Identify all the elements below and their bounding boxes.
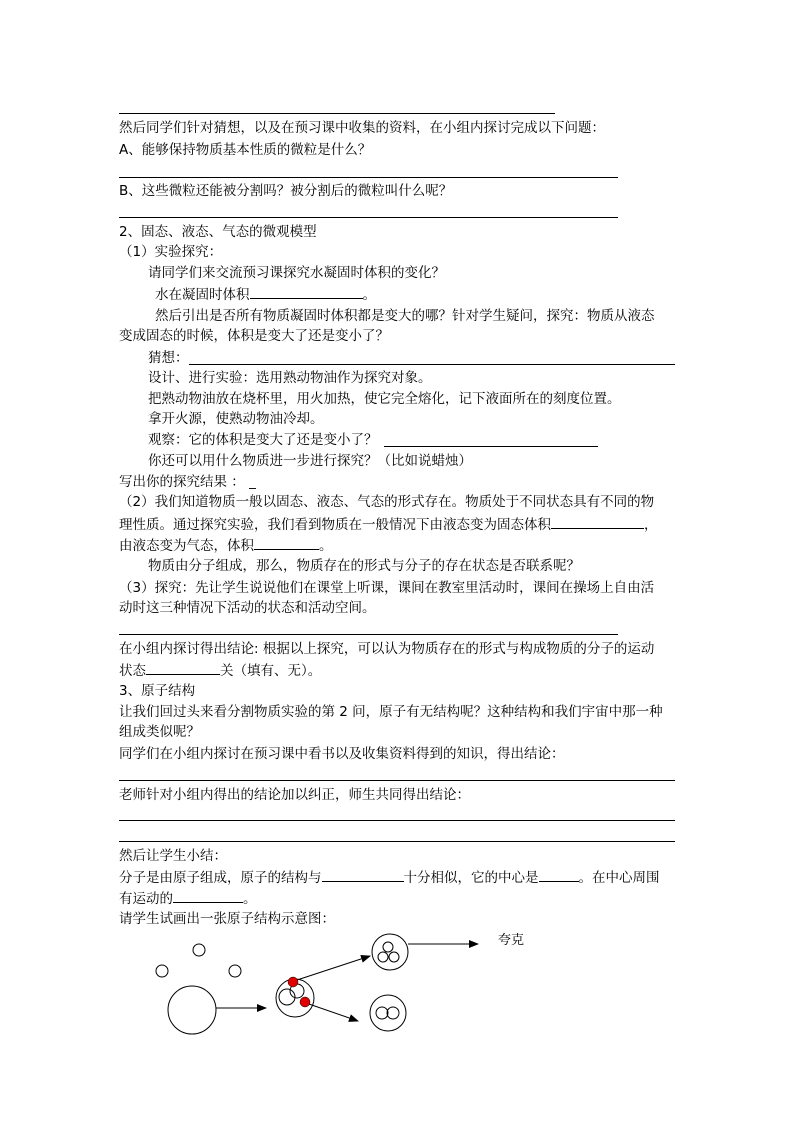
proton-circle (378, 952, 388, 962)
text-fragment: 理性质。通过探究实验，我们看到物质在一般情况下由液态变为固态体积 (119, 517, 551, 533)
section-heading: 3、原子结构 (119, 683, 196, 699)
text-line: （1）实验探究： (119, 244, 223, 260)
text-line: 你还可以用什么物质进一步进行探究？（比如说蜡烛） (148, 453, 472, 469)
quark-label: 夸克 (498, 933, 525, 948)
text-line: 设计、进行实验：选用熟动物油作为探究对象。 (148, 370, 432, 386)
text-line: 动时这三种情况下活动的状态和活动空间。 (119, 600, 376, 616)
text-line: 变成固态的时候，体积是变大了还是变小了？ (119, 328, 389, 344)
arrow (306, 1003, 358, 1021)
neutron-circle (376, 1007, 388, 1019)
section-heading: 2、固态、液态、气态的微观模型 (119, 224, 317, 240)
text-fragment: 有运动的 (119, 891, 173, 907)
question-b: B、这些微粒还能被分割吗？被分割后的微粒叫什么呢？ (119, 183, 453, 199)
electron-dot (300, 997, 310, 1007)
text-line: 让我们回过头来看分割物质实验的第 2 问，原子有无结构呢？这种结构和我们宇宙中那一种 (119, 704, 663, 720)
particle-circle (193, 944, 205, 956)
text-line: 在小组内探讨得出结论: 根据以上探究，可以认为物质存在的形式与构成物质的分子的运动 (119, 641, 655, 657)
particle-circle (156, 965, 168, 977)
text-line: 请同学们来交流预习课探究水凝固时体积的变化？ (148, 265, 445, 281)
molecule-circle (168, 986, 216, 1034)
text-line: 然后让学生小结： (119, 848, 227, 864)
text-line: （3）探究：先让学生说说他们在课堂上听课，课间在教室里活动时，课间在操场上自由活 (119, 580, 655, 596)
text-fragment: 状态 (119, 663, 146, 679)
guess-label: 猜想： (148, 350, 189, 366)
text-fragment: 。 (243, 891, 257, 907)
text-fragment: 由液态变为气态，体积 (119, 538, 254, 554)
text-line: 然后引出是否所有物质凝固时体积都是变大的哪？针对学生疑问，探究：物质从液态 (155, 308, 655, 324)
text-line: 观察：它的体积是变大了还是变小了？ (148, 432, 378, 448)
text-fragment: 十分相似，它的中心是 (403, 870, 539, 886)
text-line: 物质由分子组成，那么，物质存在的形式与分子的存在状态是否联系呢？ (148, 558, 580, 574)
text-fragment: 分子是由原子组成，原子的结构与 (119, 870, 322, 886)
proton-circle (383, 942, 393, 952)
text-fragment: 水在凝固时体积 (155, 287, 250, 303)
proton-circle (389, 952, 399, 962)
text-line: 写出你的探究结果 ： _ (119, 474, 256, 490)
text-fragment: 。在中心周围 (578, 870, 660, 886)
text-line: 请学生试画出一张原子结构示意图： (119, 911, 335, 927)
text-fragment: 关（填有、无）。 (220, 663, 322, 679)
arrow (294, 956, 370, 981)
text-line: 老师针对小组内得出的结论加以纠正，师生共同得出结论： (119, 787, 470, 803)
text-line: 同学们在小组内探讨在预习课中看书以及收集资料得到的知识，得出结论： (119, 746, 565, 762)
text-line: （2）我们知道物质一般以固态、液态、气态的形式存在。物质处于不同状态具有不同的物 (119, 494, 655, 510)
text-line: 然后同学们针对猜想，以及在预习课中收集的资料，在小组内探讨完成以下问题： (119, 120, 605, 136)
neutron-circle (387, 1007, 399, 1019)
text-line: 组成类似呢？ (119, 724, 200, 740)
text-line: 把熟动物油放在烧杯里，用火加热，使它完全熔化，记下液面所在的刻度位置。 (148, 391, 621, 407)
text-fragment: 。 (319, 538, 333, 554)
question-a: A、能够保持物质基本性质的微粒是什么？ (119, 142, 372, 158)
text-line: 拿开火源，使熟动物油冷却。 (148, 411, 324, 427)
electron-dot (288, 977, 298, 987)
particle-circle (229, 965, 241, 977)
text-fragment: ， (644, 517, 658, 533)
text-fragment: 。 (362, 287, 376, 303)
